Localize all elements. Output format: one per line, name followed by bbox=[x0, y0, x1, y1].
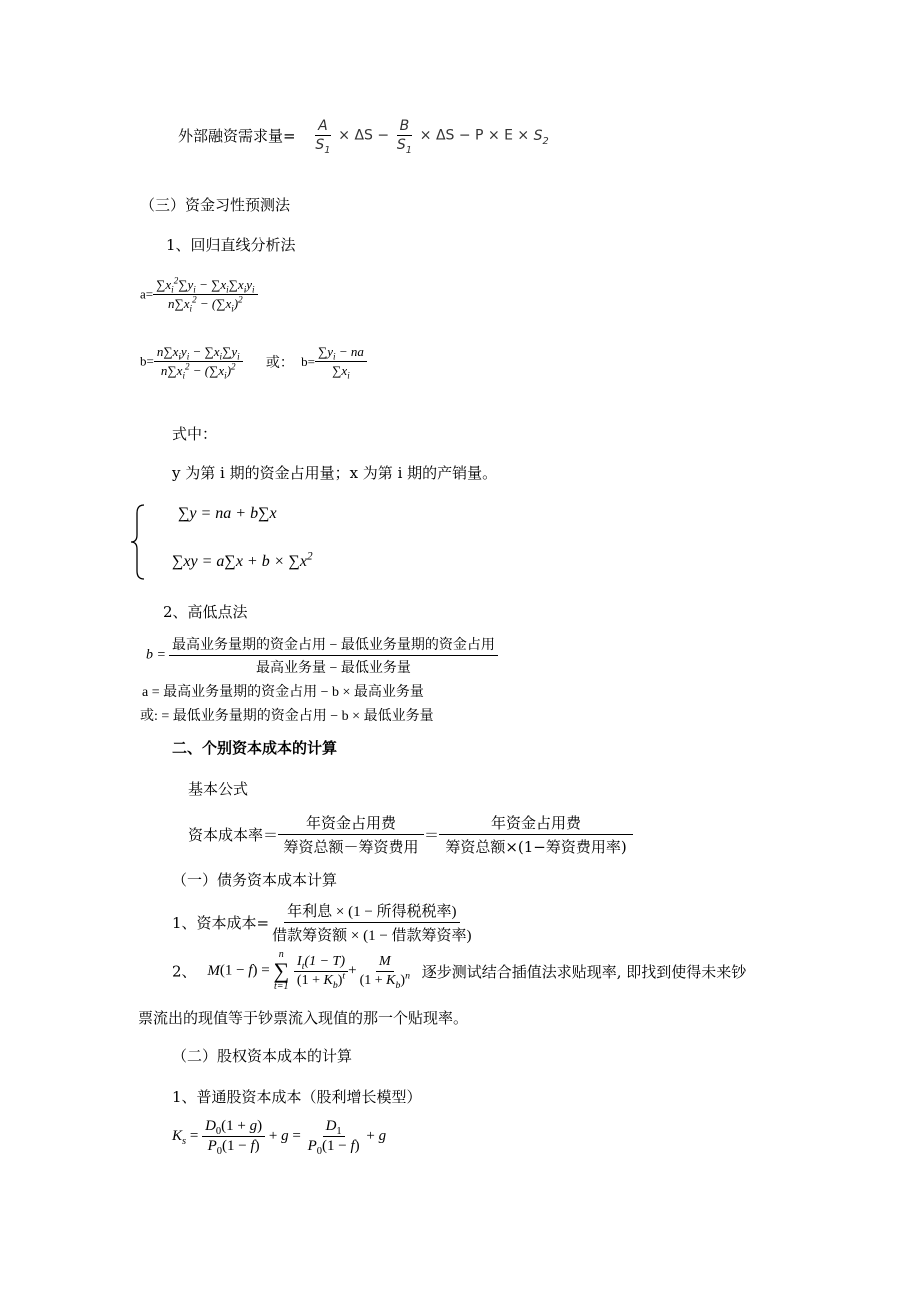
or-label: 或： bbox=[265, 355, 294, 371]
equity-item1: 1、普通股资本成本（股利增长模型） bbox=[172, 1088, 422, 1106]
where-label: 式中： bbox=[172, 425, 218, 443]
high-low-b-formula: b = $\frac{\text{最高业务量期的资金占用 − 最低业务量期的资金占用}}{\text{最高业务量 − 最低业务量}}$ bbox=[146, 634, 498, 677]
normal-equation-1: ∑y = na + b∑x bbox=[178, 505, 277, 522]
debt-cost-formula-2: 2、 M(1 − f) = n ∑ t=1 $\frac{I_t(1 - T)}{(1 + K_b)^t}$ + $\frac{M}{(1 + K_b)^n}$ 逐步测试结合插值法求贴现率, 即找到使得未来钞 bbox=[172, 949, 747, 992]
method1-title: 1、回归直线分析法 bbox=[166, 236, 296, 254]
section-habit-title: （三）资金习性预测法 bbox=[140, 196, 291, 214]
regression-a-formula: a= $\frac{\sum x_i^2\sum y_i - \sum x_i\sum x_iy_i}{n\sum x_i^2 - (\sum x_i)^2}$ bbox=[140, 277, 258, 312]
fraction-b-over-s1: $\frac{B}{S_1}$ bbox=[396, 118, 412, 156]
capital-cost-rate-formula: 资本成本率＝ $\frac{\text{年资金占用费}}{\text{筹资总额－筹资费用}}$ ＝ $\frac{\text{年资金占用费}}{\text{筹资总额×(1−筹资费用率)}}$ bbox=[188, 812, 633, 857]
operator-delta-s: × ΔS − bbox=[338, 127, 390, 144]
method2-title: 2、高低点法 bbox=[163, 603, 248, 621]
normal-equation-2: $\sum xy = a\sum x + b \times \sum x^2$ bbox=[172, 550, 313, 570]
debt-cost-continuation: 票流出的现值等于钞票流入现值的那一个贴现率。 bbox=[138, 1009, 469, 1027]
regression-b-formula: b= $\frac{n\sum x_iy_i - \sum x_i\sum y_i}{n\sum x_i^2 - (\sum x_i)^2}$ 或： b= $\frac{\sum y_i - na}{\sum x_i}$ bbox=[140, 344, 367, 379]
basic-formula-label: 基本公式 bbox=[188, 780, 249, 798]
equity-title: （二）股权资本成本的计算 bbox=[172, 1047, 353, 1065]
high-low-a-formula: a = 最高业务量期的资金占用 − b × 最高业务量 bbox=[142, 685, 424, 700]
section2-title: 二、个别资本成本的计算 bbox=[172, 739, 338, 757]
equation-brace bbox=[128, 503, 148, 581]
variable-explanation: y 为第 i 期的资金占用量；x 为第 i 期的产销量。 bbox=[172, 464, 498, 482]
debt-cost-formula-1: 1、资本成本= $\frac{\text{年利息 × (1 − 所得税税率)}}{\text{借款筹资额 × (1 − 借款筹资率)}}$ bbox=[172, 900, 475, 945]
operator-pes: × ΔS − P × E × bbox=[419, 127, 534, 144]
high-low-alt-formula: 或: = 最低业务量期的资金占用 − b × 最低业务量 bbox=[140, 709, 434, 724]
dividend-growth-formula: $K_s$ = $\frac{D_0(1 + g)}{P_0(1 - f)}$ + g = $\frac{D_1}{P_0(1 - f)}$ + g bbox=[172, 1118, 387, 1157]
external-financing-formula: 外部融资需求量= $\frac{A}{S_1}$ × ΔS − $\frac{B}{S_1}$ × $\Delta S - P \times E \times S_2$ bbox=[178, 118, 549, 156]
debt-title: （一）债务资本成本计算 bbox=[172, 871, 338, 889]
external-financing-label: 外部融资需求量= bbox=[178, 127, 296, 145]
fraction-a-over-s1: $\frac{A}{S_1}$ bbox=[315, 118, 331, 156]
